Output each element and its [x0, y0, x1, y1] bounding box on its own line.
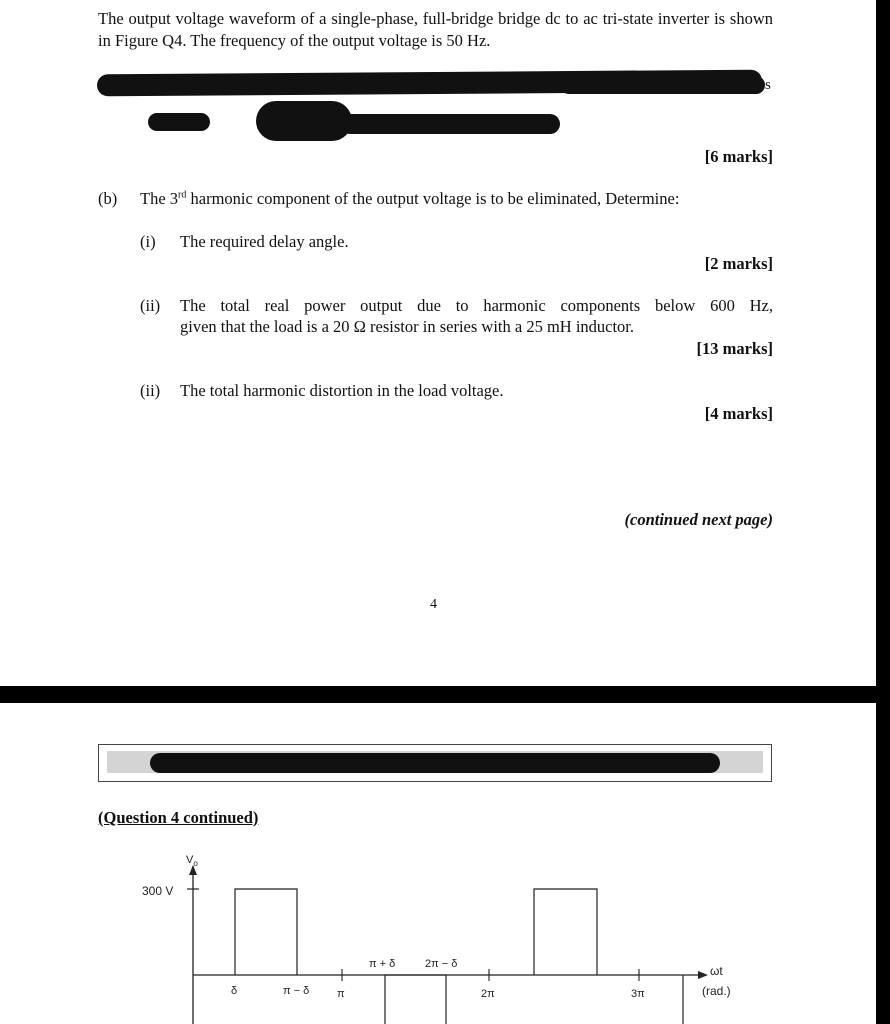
x-axis-label: ωt — [710, 964, 723, 978]
item-i-marks: [2 marks] — [704, 254, 773, 273]
x-axis-arrow — [698, 971, 708, 979]
redaction-mark-3 — [148, 113, 210, 131]
tick-label-pi: π — [337, 988, 345, 1000]
waveform-pulse-1 — [235, 889, 297, 975]
intro-paragraph: The output voltage waveform of a single-phase, full-bridge bridge dc to ac tri-state inverter is shown in Figure Q4. The frequency of the output voltage is 50 Hz. — [98, 9, 773, 50]
continued-next-page: (continued next page) — [624, 510, 773, 529]
tick-label-2pi-minus-delta: 2π − δ — [425, 958, 458, 970]
item-ii-marks: [13 marks] — [696, 339, 773, 358]
item-i-text: The required delay angle. — [180, 232, 349, 251]
redaction-mark-5 — [340, 114, 560, 134]
item-i-label: (i) — [140, 232, 156, 251]
y-axis-label: $V_o$ — [186, 854, 198, 868]
item-ii-text-line1: The total real power output due to harmonic components below 600 Hz, — [180, 296, 773, 315]
page-number: 4 — [430, 597, 437, 612]
part-b-label: (b) — [98, 189, 118, 208]
exam-page-bottom — [0, 703, 876, 1024]
item-iii-marks: [4 marks] — [704, 404, 773, 423]
waveform-pulse-2 — [385, 975, 446, 1024]
redaction-mark-2 — [560, 76, 765, 94]
item-ii-text-line2: given that the load is a 20 Ω resistor in series with a 25 mH inductor. — [180, 317, 635, 336]
figure-q4-waveform — [0, 703, 876, 1024]
question-continued: (Question 4 continued) — [98, 808, 259, 827]
item-iii-label: (ii) — [140, 381, 161, 400]
x-axis-unit: (rad.) — [702, 984, 731, 998]
redacted-fragment: s — [765, 77, 771, 93]
part-a-marks: [6 marks] — [704, 147, 773, 166]
tick-label-3pi: 3π — [631, 988, 645, 1000]
redaction-mark-4 — [256, 101, 352, 141]
part-b-text: The 3rd harmonic component of the output voltage is to be eliminated, Determine: — [140, 189, 680, 208]
y-level-label: 300 V — [142, 884, 174, 898]
item-iii-text: The total harmonic distortion in the load voltage. — [180, 381, 504, 400]
tick-label-pi-plus-delta: π + δ — [369, 958, 396, 970]
waveform-pulse-3 — [534, 889, 597, 975]
tick-label-delta: δ — [231, 985, 238, 997]
tick-label-2pi: 2π — [481, 988, 495, 1000]
tick-label-pi-minus-delta: π − δ — [283, 985, 310, 997]
item-ii-label: (ii) — [140, 296, 161, 315]
